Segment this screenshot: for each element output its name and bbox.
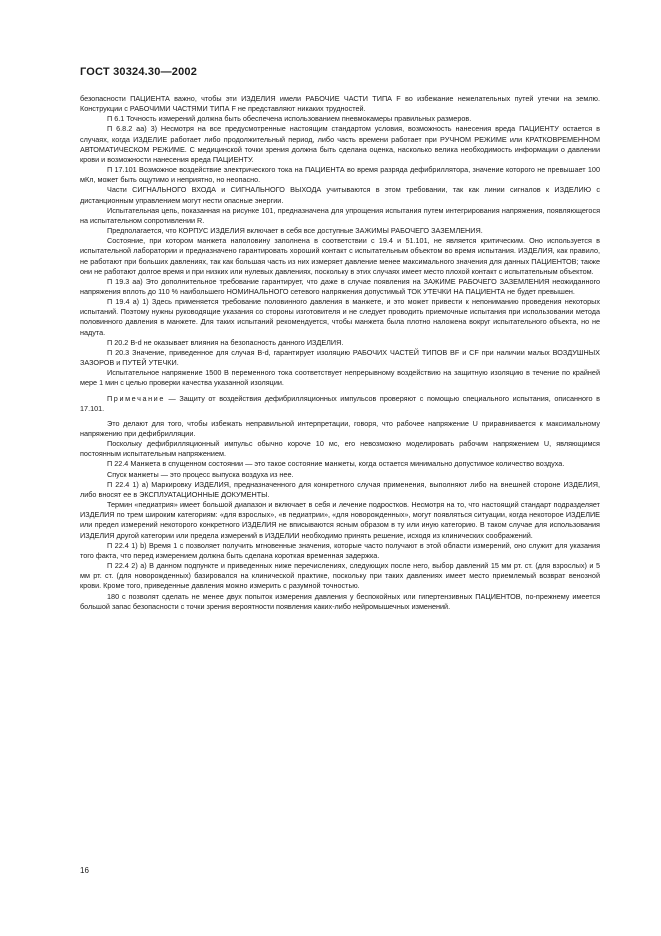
page-header-title: ГОСТ 30324.30—2002 [80, 66, 198, 78]
paragraph: П 6.8.2 аа) 3) Несмотря на все предусмотренные настоящим стандартом условия, возможность нанесения вреда ПАЦИЕНТУ остается в случаях, когда ИЗДЕЛИЕ работает либо продолжительный период, либо часть времени работает при РУЧНОМ РЕЖИМЕ или КРАТКОВРЕМЕННОМ АВТОМАТИЧЕСКОМ РЕЖИМЕ. С медицинской точки зрения должна быть сделана оценка, насколько велика необходимость информации о давлении крови и возможности нанесения вреда ПАЦИЕНТУ. [80, 124, 600, 164]
paragraph: П 19.3 аа) Это дополнительное требование гарантирует, что даже в случае появления на ЗАЖИМЕ РАБОЧЕГО ЗАЗЕМЛЕНИЯ неожиданного напряжения вплоть до 110 % наибольшего НОМИНАЛЬНОГО сетевого напряжения допустимый ТОК УТЕЧКИ НА ПАЦИЕНТА не будет превышен. [80, 276, 600, 296]
note-text: — Защиту от воздействия дефибрилляционных импульсов проверяют с помощью специального испытания, описанного в 17.101. [80, 393, 600, 413]
note-paragraph [80, 394, 600, 414]
paragraph: П 19.4 а) 1) Здесь применяется требование половинного давления в манжете, и это может привести к непониманию проведения некоторых испытаний. Поэтому нужны руководящие указания со стороны изготовителя и не следует проводить приемочные испытания при использовании метода половинного давления в манжете. Для таких испытаний рекомендуется, чтобы манжета была плотно наложена вокруг испытательного объекта, но не надута. [80, 297, 600, 337]
paragraph: 180 с позволят сделать не менее двух попыток измерения давления у беспокойных или гипертензивных ПАЦИЕНТОВ, по-прежнему имеется большой запас безопасности с точки зрения вероятности появления каких-либо нейромышечных изменений. [80, 591, 600, 611]
page-number: 16 [80, 866, 89, 875]
paragraph: П 20.3 Значение, приведенное для случая В-d, гарантирует изоляцию РАБОЧИХ ЧАСТЕЙ ТИПОВ BF и CF при наличии малых ВОЗДУШНЫХ ЗАЗОРОВ и ПУТЕЙ УТЕЧКИ. [80, 347, 600, 368]
paragraph: П 20.2 В-d не оказывает влияния на безопасность данного ИЗДЕЛИЯ. [107, 337, 344, 347]
paragraph: Термин «педиатрия» имеет большой диапазон и включает в себя и лечение подростков. Несмотря на то, что настоящий стандарт подразделяет ИЗДЕЛИЯ по трем широким категориям: «для взрослых», «в педиатрии», «для новорожденных», могут появляться ситуации, когда некоторое ИЗДЕЛИЕ или предел измерений некоторого конкретного ИЗДЕЛИЯ не вписываются ясным образом в ту или иную категорию. В таком случае для использования ИЗДЕЛИЯ другой категории или предела измерений в ИЗДЕЛИИ необходимо принять решение, исходя из клинических соображений. [80, 500, 600, 540]
paragraph: Испытательная цепь, показанная на рисунке 101, предназначена для упрощения испытания путем интегрирования напряжения, появляющегося на испытательном сопротивлении R. [80, 205, 600, 225]
paragraph: П 6.1 Точность измерений должна быть обеспечена использованием пневмокамеры правильных размеров. [107, 114, 472, 124]
paragraph: П 17.101 Возможное воздействие электрического тока на ПАЦИЕНТА во время разряда дефибриллятора, значение которого не превышает 100 мКл, может быть ощутимо и неприятно, но неопасно. [80, 165, 600, 185]
paragraph: Части СИГНАЛЬНОГО ВХОДА и СИГНАЛЬНОГО ВЫХОДА учитываются в этом требовании, так как линии сигналов к ИЗДЕЛИЮ с дистанционным управлением могут нести опасные энергии. [80, 185, 600, 205]
paragraph: П 22.4 Манжета в спущенном состоянии — это такое состояние манжеты, когда остается минимально допустимое количество воздуха. [107, 459, 565, 469]
paragraph: П 22.4 2) а) В данном подпункте и приведенных ниже перечислениях, следующих после него, выбор давлений 15 мм рт. ст. (для взрослых) и 5 мм рт. ст. (для новорожденных) базировался на клинической практике, поскольку при таких давлениях имеет место приемлемый возврат венозной крови. Кроме того, приведенные давления можно измерить с разумной точностью. [80, 561, 600, 591]
note-label: Примечание [107, 393, 165, 403]
paragraph: Состояние, при котором манжета наполовину заполнена в соответствии с 19.4 и 51.101, не является критическим. Оно используется в испытательной лаборатории и предназначено гарантировать хороший контакт с испытательным объектом во время испытания. ИЗДЕЛИЯ, как правило, не работают при больших давлениях, так как большая часть из них измеряет давление менее максимального значения для данных ПАЦИЕНТОВ; также они не работают долгое время и при низких или нулевых давлениях, поскольку в этих случаях имеет место плохой контакт с испытательным объектом. [80, 236, 600, 276]
document-body [80, 94, 600, 612]
paragraph: Предполагается, что КОРПУС ИЗДЕЛИЯ включает в себя все доступные ЗАЖИМЫ РАБОЧЕГО ЗАЗЕМЛЕНИЯ. [107, 226, 483, 236]
paragraph: П 22.4 1) а) Маркировку ИЗДЕЛИЯ, предназначенного для конкретного случая применения, выполняют либо на внешней стороне ИЗДЕЛИЯ, либо вносят ее в ЭКСПЛУАТАЦИОННЫЕ ДОКУМЕНТЫ. [80, 479, 600, 499]
paragraph: Поскольку дефибрилляционный импульс обычно короче 10 мс, его невозможно моделировать рабочим напряжением U, являющимся постоянным испытательным напряжением. [80, 439, 600, 459]
paragraph: безопасности ПАЦИЕНТА важно, чтобы эти ИЗДЕЛИЯ имели РАБОЧИЕ ЧАСТИ ТИПА F во избежание нежелательных путей утечки на землю. Конструкции с РАБОЧИМИ ЧАСТЯМИ ТИПА F не представляют никаких трудностей. [80, 94, 600, 114]
paragraph: Испытательное напряжение 1500 В переменного тока соответствует непрерывному воздействию на защитную изоляцию в течение по крайней мере 1 мин с целью проверки качества указанной изоляции. [80, 368, 600, 388]
paragraph: П 22.4 1) b) Время 1 с позволяет получить мгновенные значения, которые часто получают в этой области измерений, оно служит для указания того факта, что перед измерением должна быть сделана короткая временная задержка. [80, 540, 600, 560]
paragraph: Это делают для того, чтобы избежать неправильной интерпретации, говоря, что рабочее напряжение U приравнивается к максимальному напряжению при дефибрилляции. [80, 418, 600, 438]
paragraph: Спуск манжеты — это процесс выпуска воздуха из нее. [107, 469, 294, 479]
